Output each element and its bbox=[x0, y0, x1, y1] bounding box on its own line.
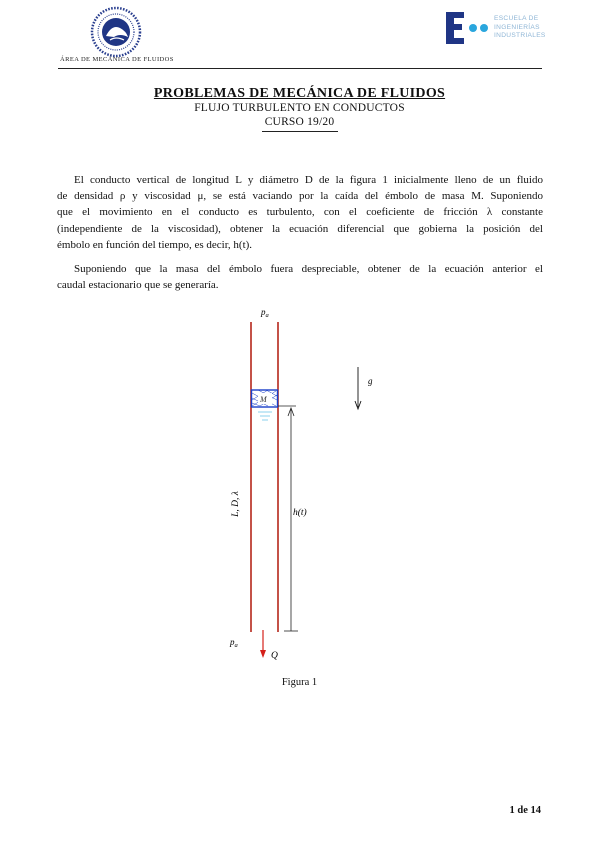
paragraph-line: de densidad ρ y viscosidad μ, se está vaciando por la caída del émbolo de masa M. Suponiendo bbox=[57, 190, 543, 203]
logo-text-line-2: INGENIERÍAS bbox=[494, 23, 540, 31]
follow-up-question-paragraph bbox=[57, 261, 543, 293]
piston bbox=[252, 390, 278, 407]
paragraph-line: (independiente de la viscosidad), obtener la ecuación diferencial que gobierna la posición del bbox=[57, 222, 543, 235]
document-subtitle: FLUJO TURBULENTO EN CONDUCTOS bbox=[194, 102, 405, 114]
header-area-label: ÁREA DE MECÁNICA DE FLUIDOS bbox=[60, 56, 174, 63]
problem-statement-paragraph bbox=[57, 172, 543, 253]
flow-arrow bbox=[260, 630, 266, 658]
fluid-surface-marks bbox=[258, 412, 272, 420]
paragraph-line: El conducto vertical de longitud L y diámetro D de la figura 1 inicialmente lleno de un fluido bbox=[74, 174, 543, 186]
flow-label: Q bbox=[271, 651, 278, 661]
gravity-arrow bbox=[355, 367, 361, 409]
paragraph-line: caudal estacionario que se generaría. bbox=[57, 279, 219, 292]
height-label: h(t) bbox=[293, 508, 307, 518]
paragraph-line: Suponiendo que la masa del émbolo fuera despreciable, obtener de la ecuación anterior el bbox=[74, 263, 543, 275]
pipe-parameters-label: L, D, λ bbox=[231, 491, 241, 517]
school-logo-text bbox=[494, 15, 546, 41]
university-seal-logo bbox=[90, 6, 142, 58]
figure-pipe-diagram bbox=[200, 300, 400, 670]
gravity-label: g⃗ bbox=[368, 376, 380, 386]
course-rule bbox=[262, 131, 338, 132]
piston-mass-label: M bbox=[260, 395, 267, 404]
course-label: CURSO 19/20 bbox=[264, 116, 335, 128]
logo-text-line-3: INDUSTRIALES bbox=[494, 32, 546, 40]
document-title: PROBLEMAS DE MECÁNICA DE FLUIDOS bbox=[153, 86, 446, 101]
logo-text-line-1: ESCUELA DE bbox=[494, 15, 539, 22]
bottom-pressure-label: $p_a$ bbox=[230, 637, 238, 649]
page-number: 1 de 14 bbox=[509, 805, 541, 816]
paragraph-line: que el movimiento en el conducto es turbulento, con el coeficiente de fricción λ constante bbox=[57, 206, 543, 219]
header-rule bbox=[58, 68, 542, 69]
paragraph-line: émbolo en función del tiempo, es decir, h(t). bbox=[57, 238, 253, 251]
figure-caption: Figura 1 bbox=[281, 677, 318, 688]
height-dimension bbox=[278, 406, 298, 631]
top-pressure-label: $p_a$ bbox=[261, 307, 269, 319]
